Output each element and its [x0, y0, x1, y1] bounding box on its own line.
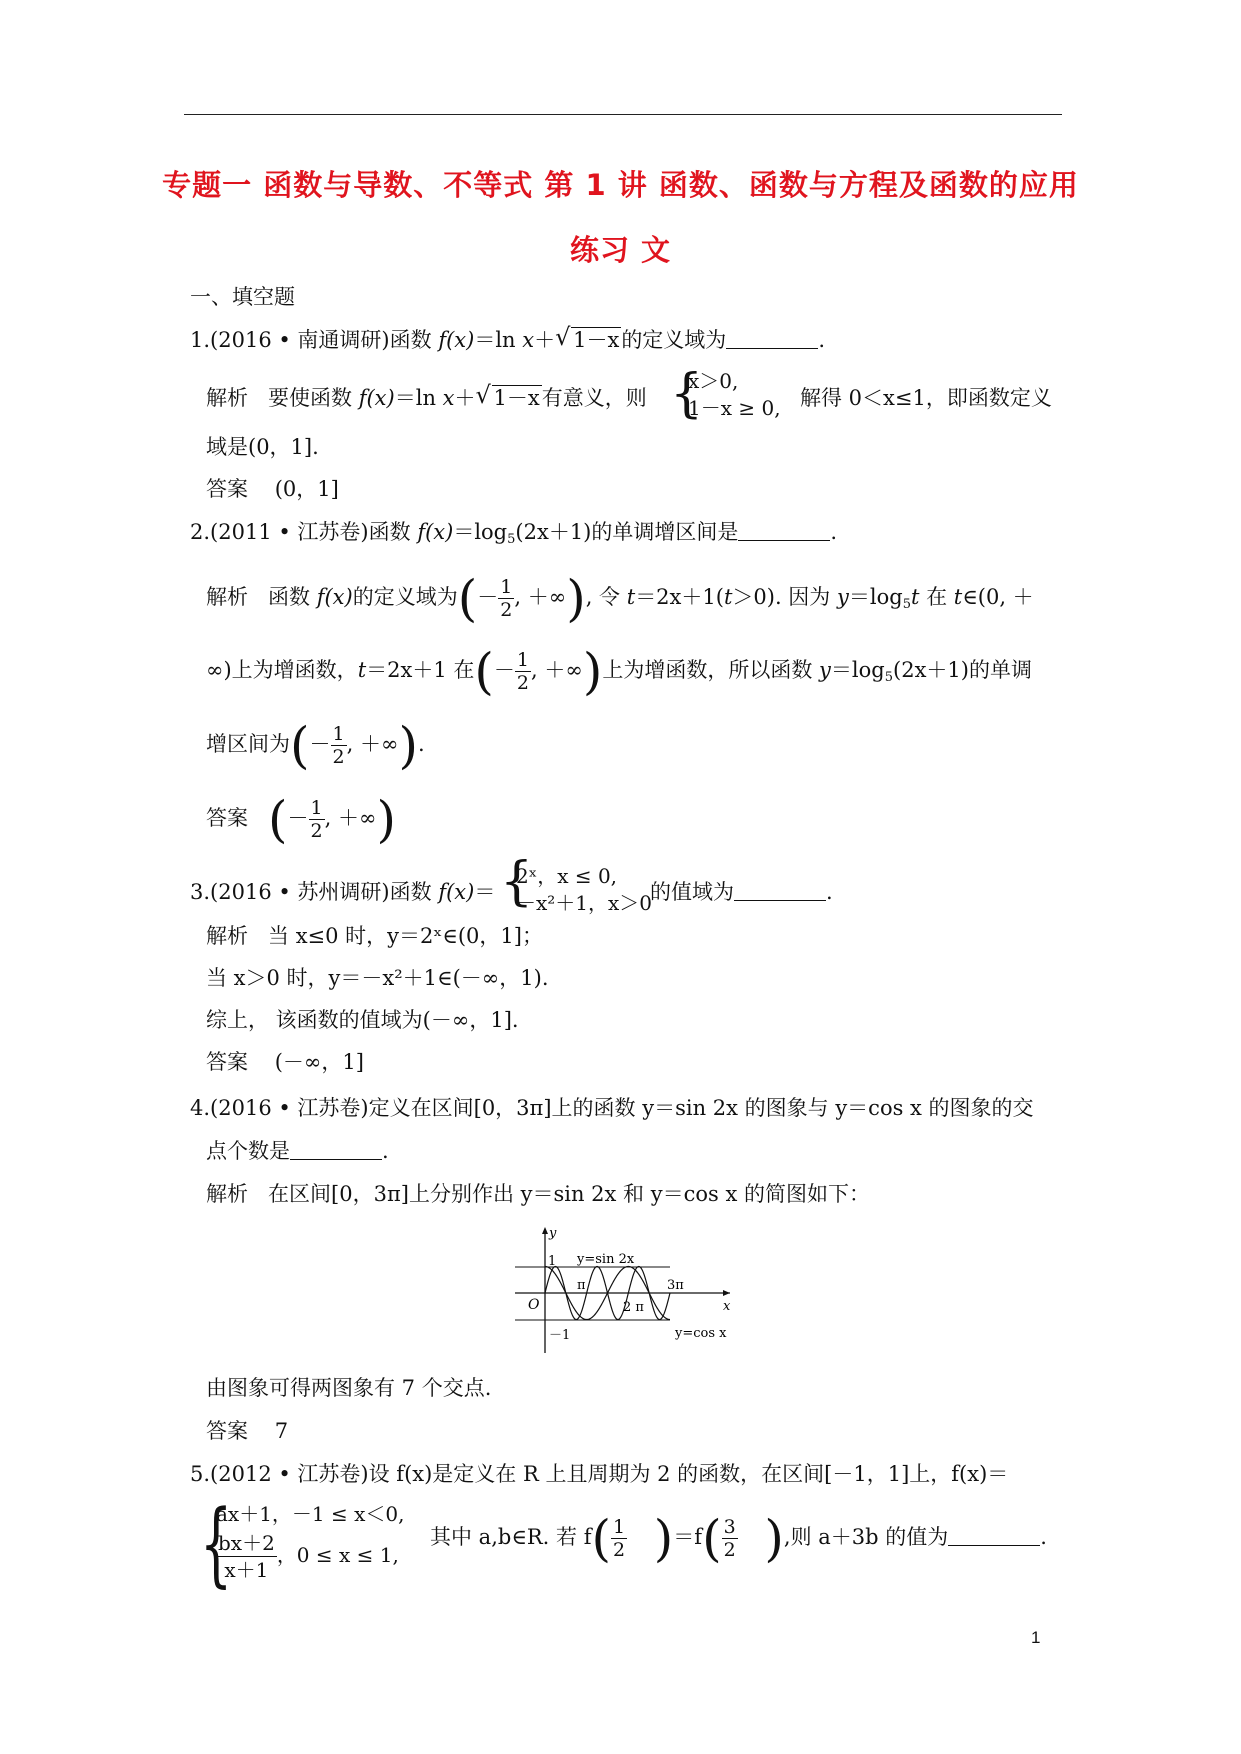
q5-f1-den: 2	[612, 1539, 626, 1561]
question-5	[190, 1460, 1008, 1488]
q5-case1: ax＋1，－1 ≤ x＜0,	[216, 1502, 405, 1526]
q1-analysis-func: f(x)	[358, 386, 395, 410]
q3-func: f(x)	[438, 880, 475, 904]
q2-c-neg: －	[309, 732, 331, 756]
q2-a6: t	[723, 585, 733, 609]
q1-answer-blank[interactable]	[726, 330, 818, 349]
tick-1: 1	[548, 1254, 557, 1269]
q3-line2: 当 x＞0 时，y＝－x²＋1∈(－∞，1).	[206, 966, 549, 990]
q4-answer-blank[interactable]	[290, 1141, 382, 1160]
q5-tail: ,则 a＋3b 的值为	[783, 1525, 949, 1549]
q5-paren1-close: )	[653, 1509, 674, 1568]
page-number: 1	[1031, 1628, 1041, 1647]
q2-b2: t	[357, 658, 367, 682]
y-axis-arrow	[542, 1227, 548, 1234]
q1-analysis-e: 域是(0，1].	[206, 435, 319, 459]
q5-number: 5.	[190, 1462, 211, 1486]
q2-answer	[206, 790, 396, 849]
page-subtitle: 练习 文	[569, 233, 672, 267]
q5-eq: ＝f	[673, 1525, 703, 1549]
q2-frac-den: 2	[500, 599, 513, 621]
q1-analysis-d: 解得 0＜x≤1，即函数定义	[800, 386, 1052, 410]
q1-radicand: 1－x	[573, 328, 620, 352]
q1-analysis-plus: ＋	[454, 386, 476, 410]
q2-a10: t	[910, 585, 920, 609]
q2-a2: 的定义域为	[352, 585, 458, 609]
q5-case2-frac	[216, 1530, 277, 1583]
q5-f1-frac	[611, 1516, 627, 1561]
header-rule	[184, 114, 1062, 115]
q5-f1-num: 1	[612, 1516, 626, 1538]
q5-stem: 设 f(x)是定义在 R 上且周期为 2 的函数，在区间[－1，1]上，f(x)＝	[368, 1462, 1009, 1486]
q2-c-frac-num: 1	[332, 723, 345, 745]
q2-stem-c: (2x＋1)的单调增区间是	[515, 520, 739, 544]
q2-a-func: f(x)	[316, 585, 353, 609]
q5-case2-num: bx＋2	[218, 1531, 275, 1555]
q2-answer-label: 答案	[206, 806, 248, 830]
q1-number: 1.	[190, 328, 211, 352]
q4-source: (2016 • 江苏卷)	[210, 1096, 369, 1120]
q2-a13: ∈(0, ＋	[962, 585, 1034, 609]
q1-source: (2016 • 南通调研)	[210, 328, 390, 352]
q2-paren-open: (	[457, 569, 478, 628]
q1-func: f(x)	[438, 328, 475, 352]
q2-number: 2.	[190, 520, 211, 544]
q1-analysis-b: ＝ln	[394, 386, 443, 410]
q5-f2-frac	[722, 1516, 738, 1561]
q2-a8: y	[837, 585, 849, 609]
q2-a4: t	[626, 585, 636, 609]
q2-ans-paren-open: (	[268, 790, 288, 849]
q2-b1: ∞)上为增函数，	[206, 658, 358, 682]
q2-ans-frac	[309, 797, 325, 842]
q2-a1: 函数	[268, 585, 317, 609]
q5-case2-tail: ，0 ≤ x ≤ 1,	[276, 1543, 399, 1567]
q4-answer-value: 7	[274, 1419, 289, 1443]
x-axis-arrow	[723, 1290, 730, 1296]
q3-answer-label: 答案	[206, 1050, 248, 1074]
q2-analysis-line2	[206, 642, 1032, 701]
q4-analysis-text: 在区间[0，3π]上分别作出 y＝sin 2x 和 y＝cos x 的简图如下：	[268, 1182, 870, 1206]
q5-mid: 其中 a,b∈R. 若 f	[430, 1525, 592, 1549]
q4-stem-a: 定义在区间[0，3π]上的函数 y＝sin 2x 的图象与 y＝cos x 的图象的交	[368, 1096, 1034, 1120]
q2-b-inf: , ＋∞	[531, 658, 583, 682]
q2-analysis-line3	[206, 716, 425, 775]
q2-stem-b: ＝log	[453, 520, 508, 544]
q2-b-frac-den: 2	[516, 672, 529, 694]
q5-end: .	[1040, 1525, 1047, 1549]
q2-inf-tail: , ＋∞	[514, 585, 567, 609]
q3-answer-blank[interactable]	[734, 882, 826, 901]
q2-analysis-label: 解析	[206, 585, 248, 609]
q3-number: 3.	[190, 880, 211, 904]
q2-frac	[498, 576, 514, 621]
q2-source: (2011 • 江苏卷)	[210, 520, 369, 544]
q1-answer-label: 答案	[206, 477, 248, 501]
q5-paren2-close: )	[764, 1509, 784, 1568]
q1-brace: {	[670, 364, 704, 424]
q2-ans-frac-num: 1	[310, 797, 323, 819]
q2-c2: .	[417, 732, 425, 756]
q1-answer	[206, 475, 339, 503]
q1-analysis-label: 解析	[206, 386, 248, 410]
q2-stem: 函数	[368, 520, 418, 544]
q4-graph	[515, 1225, 735, 1355]
q3-answer-value: (－∞，1]	[274, 1050, 364, 1074]
q2-a9: ＝log	[848, 585, 903, 609]
q1-analysis-a: 要使函数	[268, 386, 359, 410]
q3-line1: 当 x≤0 时，y＝2ˣ∈(0，1]；	[268, 924, 543, 948]
q3-stem: 函数	[389, 880, 439, 904]
q2-b5: y	[819, 658, 831, 682]
q5-paren2-open: (	[702, 1509, 722, 1568]
q2-a11: 在	[919, 585, 954, 609]
q1-stem-c: 的定义域为	[621, 328, 727, 352]
q2-b-base: 5	[884, 670, 894, 685]
q3-stem-b: ＝	[474, 880, 496, 904]
q5-f2-num: 3	[723, 1516, 736, 1538]
q5-case2-den: x＋1	[224, 1558, 269, 1582]
q2-c-inf: , ＋∞	[346, 732, 399, 756]
q2-c1: 增区间为	[206, 732, 290, 756]
q3-case2: －x²＋1，x＞0	[516, 891, 653, 915]
q2-c-frac	[331, 723, 347, 768]
q3-analysis-1	[206, 922, 543, 950]
q1-analysis-c: 有意义，则	[541, 386, 647, 410]
q2-ans-frac-den: 2	[310, 820, 323, 842]
q1-cond2: 1－x ≥ 0,	[688, 396, 781, 420]
q1-cond1: x＞0,	[688, 369, 739, 393]
q2-b-frac	[515, 649, 531, 694]
q4-stem-c: .	[382, 1139, 389, 1163]
section-heading: 一、填空题	[190, 285, 295, 309]
q5-brace: {	[200, 1490, 233, 1597]
q4-analysis-label: 解析	[206, 1182, 248, 1206]
y-label: y	[549, 1226, 557, 1241]
q4-number: 4.	[190, 1096, 211, 1120]
q2-b7: (2x＋1)的单调	[893, 658, 1032, 682]
q2-a5: ＝2x＋1(	[635, 585, 724, 609]
q2-neg: －	[477, 585, 499, 609]
q3-answer	[206, 1048, 364, 1076]
q2-ans-paren-close: )	[376, 790, 396, 849]
q4-stem-line2	[206, 1137, 389, 1165]
q1-answer-value: (0，1]	[274, 477, 339, 501]
q3-line3: 综上， 该函数的值域为(－∞，1].	[206, 1008, 519, 1032]
q2-frac-num: 1	[500, 576, 513, 598]
page-title: 专题一 函数与导数、不等式 第 1 讲 函数、函数与方程及函数的应用	[162, 168, 1079, 202]
q4-answer	[206, 1417, 288, 1445]
q2-a7: ＞0). 因为	[732, 585, 837, 609]
q4-stem-b: 点个数是	[206, 1139, 290, 1163]
q5-paren1-open: (	[591, 1509, 611, 1568]
q1-stem-b: ＝ln	[474, 328, 523, 352]
q2-ans-inf: , ＋∞	[324, 806, 377, 830]
cos-label: y=cos x	[675, 1326, 727, 1341]
tick-pi: π	[577, 1278, 586, 1293]
tick-3pi: 3π	[667, 1278, 684, 1293]
q2-c-frac-den: 2	[332, 746, 345, 768]
q1-analysis	[206, 384, 647, 412]
q2-b-frac-num: 1	[516, 649, 529, 671]
q1-x: x	[522, 328, 535, 352]
q2-b3: ＝2x＋1 在	[366, 658, 475, 682]
q3-stem-c: 的值域为	[650, 880, 734, 904]
q3-case1: 2ˣ，x ≤ 0,	[516, 864, 618, 888]
q1-analysis-sqrt	[476, 384, 542, 412]
q1-plus: ＋	[534, 328, 556, 352]
q2-b-paren-open: (	[474, 642, 494, 701]
q2-b-paren-close: )	[582, 642, 603, 701]
q2-a-base: 5	[902, 597, 911, 612]
q5-condition	[430, 1509, 1047, 1568]
q2-c-paren-open: (	[290, 716, 310, 775]
q3-brace: {	[500, 852, 534, 912]
q2-answer-blank[interactable]	[738, 522, 830, 541]
q2-paren-close: )	[566, 569, 586, 628]
q4-answer-label: 答案	[206, 1419, 248, 1443]
question-2: 2.(2011 • 江苏卷)函数 $f(x)=\log_5(2x+1)$的单调增区间是 .	[190, 520, 838, 547]
q3-source: (2016 • 苏州调研)	[210, 880, 390, 904]
q2-c-paren-close: )	[398, 716, 418, 775]
q5-case2	[216, 1530, 399, 1583]
tick-2pi: 2 π	[623, 1300, 644, 1315]
q1-sqrt	[555, 326, 621, 354]
q1-analysis-radicand: 1－x	[493, 386, 540, 410]
q2-b4: 上为增函数，所以函数	[602, 658, 820, 682]
origin-label: O	[528, 1297, 540, 1313]
x-label: x	[723, 1299, 731, 1314]
tick-minus-1: －1	[549, 1328, 571, 1343]
q3-stem-tail: 的值域为 .	[650, 880, 833, 904]
question-3	[190, 878, 495, 906]
q4-conclusion: 由图象可得两图象有 7 个交点.	[206, 1376, 492, 1400]
q2-log-base: 5	[507, 532, 516, 547]
sin-label: y=sin 2x	[577, 1252, 635, 1267]
q5-f2-den: 2	[723, 1539, 736, 1561]
q2-b6: ＝log	[830, 658, 885, 682]
q1-analysis-x: x	[442, 386, 455, 410]
q2-a3: , 令	[585, 585, 627, 609]
question-1: 1.(2016 • 南通调研)函数 f(x)＝ln x＋√ 1－x的定义域为 .	[190, 326, 825, 354]
q5-answer-blank[interactable]	[948, 1527, 1040, 1546]
q2-ans-neg: －	[287, 806, 309, 830]
q2-func: f(x)	[417, 520, 454, 544]
q5-source: (2012 • 江苏卷)	[210, 1462, 369, 1486]
question-4	[190, 1094, 1034, 1122]
q2-b-neg: －	[493, 658, 515, 682]
q2-a12: t	[953, 585, 963, 609]
q2-analysis-line1	[206, 569, 1034, 628]
q4-analysis	[206, 1180, 870, 1208]
q1-stem: 函数	[389, 328, 439, 352]
q3-analysis-label: 解析	[206, 924, 248, 948]
